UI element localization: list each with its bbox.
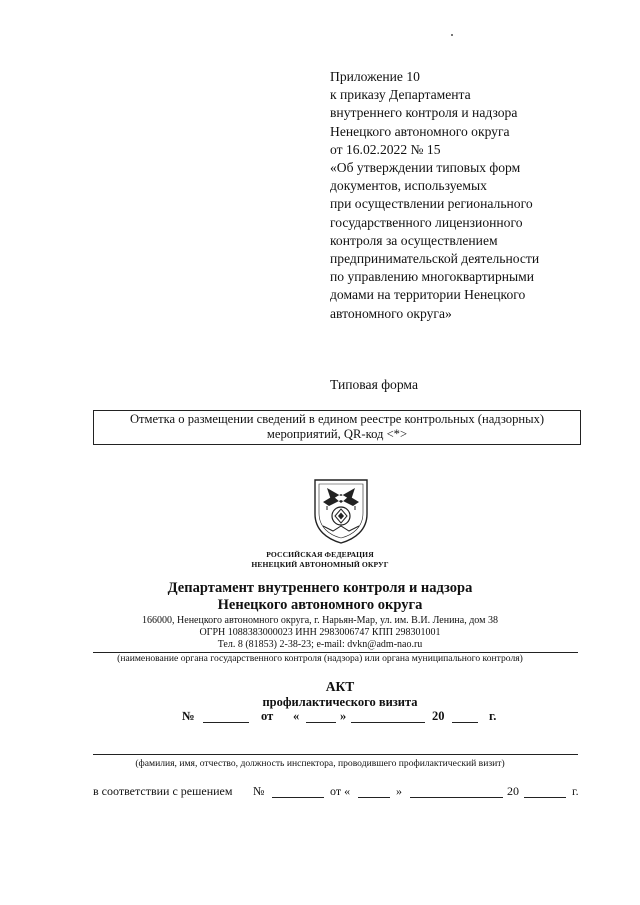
act-year-blank[interactable]	[452, 722, 478, 723]
registry-box-line: мероприятий, QR-код <*>	[266, 427, 408, 441]
department-name-line1: Департамент внутреннего контроля и надзора	[167, 580, 473, 596]
act-year-prefix: 20	[432, 709, 445, 723]
decision-year-prefix: 20	[507, 784, 519, 798]
decision-year-blank[interactable]	[524, 797, 566, 798]
department-contacts: Тел. 8 (81853) 2-38-23; e-mail: dvkn@adm-nao.ru	[217, 639, 423, 650]
annex-line: внутреннего контроля и надзора	[330, 105, 518, 121]
authority-caption: (наименование органа государственного контроля (надзора) или органа муниципального контроля)	[117, 653, 523, 664]
decision-from-label: от «	[330, 784, 351, 798]
decision-month-blank[interactable]	[410, 797, 503, 798]
department-address: 166000, Ненецкого автономного округа, г. Нарьян-Мар, ул. им. В.И. Ленина, дом 38	[142, 615, 498, 626]
act-subtitle: профилактического визита	[262, 695, 418, 709]
act-quote-close: »	[340, 709, 347, 723]
inspector-caption: (фамилия, имя, отчество, должность инспектора, проводившего профилактический визит)	[135, 758, 505, 769]
inspector-underline[interactable]	[93, 754, 578, 755]
act-year-suffix: г.	[489, 709, 497, 723]
annex-line: по управлению многоквартирными	[330, 269, 535, 285]
decision-quote-close: »	[396, 784, 402, 798]
annex-line: «Об утверждении типовых форм	[330, 160, 521, 176]
scan-speck	[451, 34, 453, 36]
decision-year-suffix: г.	[572, 784, 579, 798]
act-number-blank[interactable]	[203, 722, 249, 723]
annex-line: к приказу Департамента	[330, 87, 471, 103]
department-name-line2: Ненецкого автономного округа	[217, 597, 423, 613]
act-from-label: от	[261, 709, 274, 723]
annex-header	[330, 68, 620, 323]
decision-day-blank[interactable]	[358, 797, 390, 798]
act-number-sign: №	[182, 709, 195, 723]
decision-label: в соответствии с решением	[93, 784, 233, 798]
decision-number-blank[interactable]	[272, 797, 324, 798]
act-quote-open: «	[293, 709, 300, 723]
department-registration: ОГРН 1088383000023 ИНН 2983006747 КПП 298301001	[199, 627, 441, 638]
annex-line: Приложение 10	[330, 69, 420, 84]
coat-of-arms-icon	[309, 476, 373, 546]
form-type-label: Типовая форма	[330, 377, 418, 392]
annex-line: контроля за осуществлением	[330, 232, 498, 248]
annex-line: автономного округа»	[330, 305, 452, 321]
annex-line: государственного лицензионного	[330, 214, 523, 230]
annex-line: Ненецкого автономного округа	[330, 123, 510, 139]
registry-box-line: Отметка о размещении сведений в едином реестре контрольных (надзорных)	[129, 412, 545, 426]
act-month-blank[interactable]	[351, 722, 425, 723]
annex-line: документов, используемых	[330, 178, 487, 194]
act-title: АКТ	[325, 679, 355, 694]
country-name: РОССИЙСКАЯ ФЕДЕРАЦИЯ	[266, 550, 374, 559]
annex-line: домами на территории Ненецкого	[330, 287, 526, 303]
act-day-blank[interactable]	[306, 722, 336, 723]
registry-qr-box	[93, 410, 581, 445]
annex-line: при осуществлении регионального	[330, 196, 533, 212]
annex-line: предпринимательской деятельности	[330, 251, 540, 267]
decision-number-sign: №	[253, 784, 265, 798]
annex-line: от 16.02.2022 № 15	[330, 141, 441, 157]
region-name: НЕНЕЦКИЙ АВТОНОМНЫЙ ОКРУГ	[251, 560, 389, 569]
